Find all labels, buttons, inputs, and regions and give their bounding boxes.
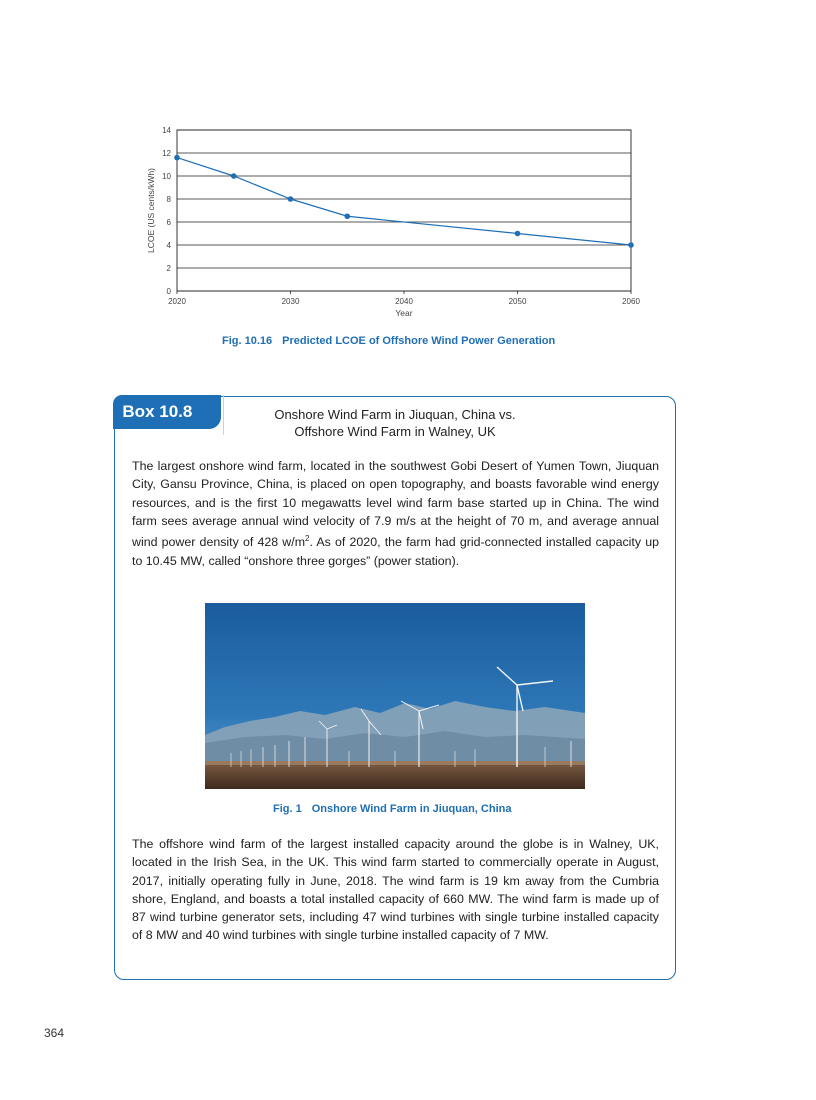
- y-tick-label-0: 0: [166, 287, 171, 296]
- y-tick-label-8: 8: [166, 195, 171, 204]
- box-title-line-2: Offshore Wind Farm in Walney, UK: [294, 424, 496, 439]
- paragraph-onshore: [132, 457, 659, 570]
- x-tick-label-2030: 2030: [281, 297, 300, 306]
- box-title-line-1: Onshore Wind Farm in Jiuquan, China vs.: [274, 407, 516, 422]
- paragraph-onshore-part-a: The largest onshore wind farm, located in the southwest Gobi Desert of Yumen Town, Jiuquan City, Gansu Province, China, is placed on open topography, and boasts favorable wind energy resources, and is the first 10 megawatts level wind farm base started up in China. The wind farm sees average annual wind velocity of 7.9 m/s at the height of 70 m, and average annual wind power density of 428 w/m: [132, 459, 659, 550]
- figure-10-16-caption: [222, 335, 555, 347]
- box-label: Box 10.8: [122, 402, 193, 422]
- paragraph-offshore: The offshore wind farm of the largest installed capacity around the globe is in Walney, UK, located in the Irish Sea, in the UK. This wind farm started to commercially operate in August, 2017, initially operating fully in June, 2018. The wind farm is 19 km away from the Cumbria shore, England, and boasts a total installed capacity of 660 MW. The wind farm is made up of 87 wind turbine generator sets, including 47 wind turbines with single turbine installed capacity of 8 MW and 40 wind turbines with single turbine installed capacity of 7 MW.: [132, 837, 659, 943]
- x-tick-label-2060: 2060: [622, 297, 640, 306]
- box-tab-divider: [221, 395, 224, 435]
- series-line: [177, 158, 631, 245]
- figure-caption-text: Predicted LCOE of Offshore Wind Power Generation: [282, 335, 556, 347]
- box-10-8: [114, 396, 676, 980]
- x-tick-label-2020: 2020: [168, 297, 186, 306]
- y-tick-label-14: 14: [162, 126, 171, 135]
- chart-canvas: [140, 118, 660, 328]
- figure-1-caption-text: Onshore Wind Farm in Jiuquan, China: [311, 803, 512, 815]
- plot-frame: [177, 130, 631, 291]
- y-tick-label-6: 6: [166, 218, 171, 227]
- paragraph-onshore-part-b: . As of 2020, the farm had grid-connected installed capacity up to 10.45 MW, called “onshore three gorges” (power station).: [132, 535, 660, 568]
- x-tick-label-2050: 2050: [508, 297, 527, 306]
- x-axis-title: Year: [395, 308, 413, 318]
- superscript-2: 2: [305, 534, 310, 544]
- figure-number: Fig. 10.16: [222, 335, 273, 347]
- lcoe-line-chart: [140, 118, 660, 328]
- y-tick-label-12: 12: [162, 149, 171, 158]
- figure-1-caption: [273, 803, 511, 815]
- y-tick-label-4: 4: [166, 241, 171, 250]
- figure-1-number: Fig. 1: [273, 803, 302, 815]
- y-tick-label-10: 10: [162, 172, 171, 181]
- wind-farm-photo: [205, 603, 585, 789]
- data-point-2060: [628, 242, 634, 248]
- page-number: 364: [44, 1026, 65, 1040]
- y-tick-label-2: 2: [166, 264, 171, 273]
- data-point-2050: [515, 231, 521, 237]
- box-label-tab: [113, 395, 221, 429]
- data-point-2020: [174, 155, 180, 161]
- wind-farm-image: [205, 603, 585, 789]
- data-point-2030: [288, 196, 294, 202]
- data-point-2035: [344, 213, 350, 219]
- box-title: [235, 406, 555, 440]
- y-axis-title: LCOE (US cents/kWh): [146, 167, 156, 254]
- data-point-2025: [231, 173, 237, 179]
- x-tick-label-2040: 2040: [395, 297, 413, 306]
